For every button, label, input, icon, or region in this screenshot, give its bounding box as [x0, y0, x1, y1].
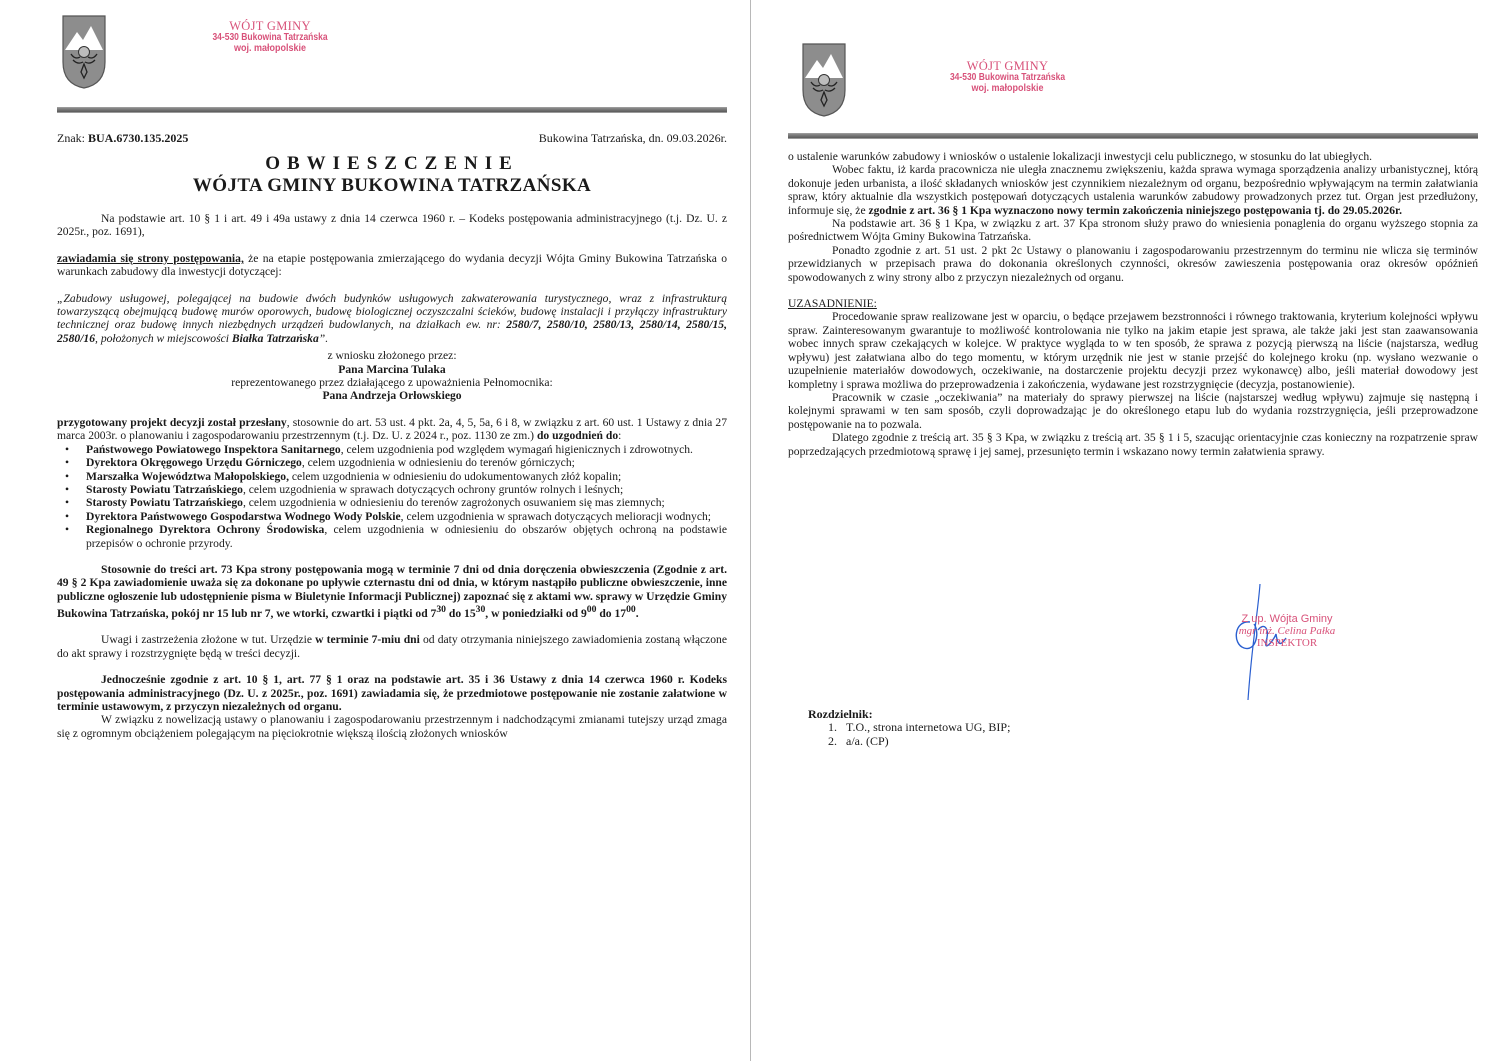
agency-name: Dyrektora Państwowego Gospodarstwa Wodnego Wody Polskie — [86, 509, 401, 523]
investment-end: ”. — [318, 331, 329, 345]
time-text: do 15 — [446, 607, 476, 621]
title-line-2: WÓJTA GMINY BUKOWINA TATRZAŃSKA — [192, 175, 592, 196]
justification-paragraph-2: Pracownik w czasie „oczekiwania” na materiały do sprawy pierwszej na liście (najstarszej według wpływu) zajmuje się następną i kolejnymi sprawami w ten sam sposób, czyli doprowadzając je do określonego etapu lub do wydania rozstrzygnięcia, jeśli przeprowadzone postępowanie na to pozwala. — [788, 390, 1478, 431]
notification-paragraph — [57, 252, 727, 279]
notification-bold: zawiadamia się strony postępowania, — [57, 251, 244, 265]
agency-item — [57, 470, 727, 483]
project-bold-2: do uzgodnień do — [536, 429, 619, 443]
investment-location-text: , położonych w miejscowości — [95, 331, 232, 345]
reference-row — [57, 131, 727, 146]
page-divider — [750, 0, 751, 1061]
municipality-stamp — [195, 20, 345, 54]
delay-notice-paragraph: Jednocześnie zgodnie z art. 10 § 1, art. 77 § 1 oraz na podstawie art. 35 i 36 Ustawy z dnia 14 czerwca 1960 r. Kodeks postępowania administracyjnego (Dz. U. z 2025r., poz. 1691) zawiadamia się, że przedmiotowe postępowanie nie zostanie załatwione w terminie ustawowym, z przyczyn niezależnych od organu. — [57, 673, 727, 714]
reference-number: BUA.6730.135.2025 — [88, 131, 189, 145]
signatory-position: INSPEKTOR — [1256, 637, 1318, 650]
stamp-address: 34-530 Bukowina Tatrzańska — [949, 72, 1066, 84]
stamp-title: WÓJT GMINY — [966, 59, 1049, 73]
reminder-right-paragraph: Na podstawie art. 36 § 1 Kpa, w związku z art. 37 Kpa stronom służy prawo do wniesienia ponaglenia do organu wyższego stopnia za pośrednictwem Wójta Gminy Bukowina Tatrzańska. — [788, 217, 1478, 244]
time-text: do 17 — [596, 607, 627, 621]
item-text: T.O., strona internetowa UG, BIP; — [846, 720, 1011, 735]
signatory-name: mgr inż. Celina Pałka — [1238, 625, 1336, 638]
item-number: 2. — [828, 733, 837, 748]
time-text: , w poniedziałki od 9 — [485, 607, 587, 621]
stamp-title: WÓJT GMINY — [229, 19, 311, 33]
time-superscript: 00 — [586, 604, 597, 616]
art73-paragraph — [57, 563, 727, 620]
deadline-paragraph — [788, 163, 1478, 217]
signature-block — [1222, 613, 1352, 649]
distribution-list — [808, 708, 1208, 748]
art51-paragraph: Ponadto zgodnie z art. 51 ust. 2 pkt 2c Ustawy o planowaniu i zagospodarowaniu przestrzennym do terminu nie wlicza się terminów przewidzianych w przepisach prawa do dokonania określonych czynności, okresów zawieszenia postępowania oraz okresów opóźnień spowodowanych z winy strony albo z przyczyn niezależnych od organu. — [788, 243, 1478, 284]
project-paragraph — [57, 416, 727, 443]
municipality-stamp — [930, 60, 1085, 94]
page-title — [57, 153, 727, 197]
agency-purpose: celem uzgodnienia w odniesieniu do udokumentowanych złóż kopalin; — [289, 469, 622, 483]
project-bold: przygotowany projekt decyzji został przesłany — [57, 415, 287, 429]
agency-purpose: , celem uzgodnienia pod względem wymagań higienicznych i zdrowotnych. — [340, 442, 693, 456]
notification-text: że na etapie postępowania zmierzającego do wydania decyzji Wójta Gminy Bukowina Tatrzańska o warunkach zabudowy dla inwestycji dotyczącej: — [57, 251, 727, 279]
agencies-list — [57, 443, 727, 550]
coat-of-arms-icon — [61, 14, 107, 90]
header-separator — [57, 107, 727, 113]
coat-of-arms-icon — [801, 42, 847, 118]
stamp-region: woj. małopolskie — [971, 82, 1044, 94]
left-page-body — [57, 212, 727, 740]
parcel-numbers: 2580/7, 2580/10, 2580/13, 2580/14, 2580/15, 2580/16 — [57, 318, 727, 345]
investment-place: Białka Tatrzańska — [231, 331, 319, 345]
justification-paragraph-3: Dlatego zgodnie z treścią art. 35 § 3 Kpa, w związku z treścią art. 35 § 1 i 5, szacując orientacyjnie czas konieczny na rozpatrzenie spraw poprzedzających przedmiotową sprawę i jej samej, przesunięto termin i wskazano nowy termin załatwienia sprawy. — [788, 431, 1478, 458]
agency-item — [57, 456, 727, 469]
agency-purpose: , celem uzgodnienia w odniesieniu do terenów górniczych; — [301, 456, 575, 470]
stamp-address: 34-530 Bukowina Tatrzańska — [212, 32, 328, 44]
continuation-paragraph: o ustalenie warunków zabudowy i wniosków o ustalenie lokalizacji inwestycji celu publicznego, w stosunku do lat ubiegłych. — [788, 150, 1373, 163]
agency-item — [57, 443, 727, 456]
deadline-text: Wobec faktu, iż karda pracownicza nie uległa znacznemu zwiększeniu, każda sprawa wymaga sporządzenia analizy urbanistycznej, którą dokonuje jeden urbanista, a ilość składanych wniosków jest czynnikiem niezależnym od organu, bezpośrednio wpływającym na termin załatwiania spraw, który aktualnie dla wszystkich postępowań dotyczących ustalenia warunków zabudowy prowadzonych przez tut. Organ jest przedłużony, informuje się, że — [788, 163, 1478, 217]
time-superscript: 00 — [626, 604, 636, 616]
agency-purpose: , celem uzgodnienia w sprawach dotyczących melioracji wodnych; — [400, 509, 712, 523]
stamp-region: woj. małopolskie — [233, 42, 307, 54]
remarks-text: Uwagi i zastrzeżenia złożone w tut. Urzędzie — [101, 633, 316, 647]
item-text: a/a. (CP) — [846, 733, 889, 748]
agency-name: Starosty Powiatu Tatrzańskiego — [86, 496, 243, 510]
agency-name: Dyrektora Okręgowego Urzędu Górniczego — [86, 456, 302, 470]
time-superscript: 30 — [475, 604, 486, 616]
agency-item — [57, 510, 727, 523]
representative-name: Pana Andrzeja Orłowskiego — [322, 389, 462, 403]
applicant-name: Pana Marcina Tulaka — [338, 362, 446, 376]
amendment-paragraph: W związku z nowelizacją ustawy o planowaniu i zagospodarowaniu przestrzennym i nadchodzącymi zmianami tutejszy urząd zmaga się z ogromnym obciążeniem polegającym na pięciokrotnie większą ilością złożonych wniosków — [57, 713, 727, 740]
item-number: 1. — [828, 720, 837, 735]
document-page-2 — [752, 0, 1500, 1061]
agency-name: Regionalnego Dyrektora Ochrony Środowiska — [86, 523, 325, 537]
signature-authorization: Z up. Wójta Gminy — [1241, 613, 1333, 625]
representative-intro: reprezentowanego przez działającego z upoważnienia Pełnomocnika: — [231, 376, 553, 390]
time-end: . — [635, 607, 639, 621]
legal-basis-paragraph: Na podstawie art. 10 § 1 i art. 49 i 49a ustawy z dnia 14 czerwca 1960 r. – Kodeks postępowania administracyjnego (t.j. Dz. U. z 2025r., poz. 1691), — [57, 212, 727, 239]
agency-name: Marszałka Województwa Małopolskiego, — [86, 469, 289, 483]
justification-paragraph-1: Procedowanie spraw realizowane jest w oparciu, o będące przejawem bezstronności i równego traktowania, kryterium kolejności wpływu spraw. Zainteresowanym gwarantuje to możliwość kontrolowania nie tylko na jakim etapie jest sprawa, ale także jaki jest stan zaawansowania wobec innych spraw czekających w kolejce. W praktyce wygląda to w ten sposób, że sprawa z pozycją pierwszą na liście (najstarsza, według wpływu) jest załatwiana albo do tego momentu, w którym urzędnik nie jest w stanie przejść do kolejnego kroku (np. wysłano wezwanie o uzupełnienie materiałów dowodowych, oczekiwanie, na dostarczenie projektu decyzji przez wykonawcę) albo, jeśli materiał dowodowy jest kompletny i sprawa możliwa do przeprowadzenia i zakończenia, wydawane jest rozstrzygnięcie (decyzja, postanowienie). — [788, 310, 1478, 391]
agency-purpose: , celem uzgodnienia w odniesieniu do terenów zagrożonych osuwaniem się mas ziemnych; — [242, 496, 665, 510]
time-superscript: 30 — [436, 604, 446, 616]
new-deadline: zgodnie z art. 36 § 1 Kpa wyznaczono nowy termin zakończenia niniejszego postępowania tj. do 29.05.2026r. — [868, 203, 1402, 217]
remarks-text-2: od daty otrzymania niniejszego zawiadomienia zostaną włączone do akt sprawy i rozstrzygnięte będą w treści decyzji. — [57, 633, 727, 660]
project-colon: : — [618, 429, 622, 443]
agency-name: Starosty Powiatu Tatrzańskiego — [86, 482, 243, 496]
agency-item — [57, 496, 727, 509]
project-text: , stosownie do art. 53 ust. 4 pkt. 2a, 4, 5, 5a, 6 i 8, w związku z art. 60 ust. 1 Ustawy z dnia 27 marca 2003r. o planowaniu i zagospodarowaniu przestrzennym (t.j. Dz. U. z 2024 r., poz. 1130 ze zm.) — [57, 415, 727, 443]
agency-item — [57, 483, 727, 496]
title-line-1: OBWIESZCZENIE — [265, 153, 519, 174]
distribution-item — [808, 735, 1208, 748]
agency-item — [57, 523, 727, 550]
agency-purpose: , celem uzgodnienia w sprawach dotyczących ochrony gruntów rolnych i leśnych; — [242, 482, 624, 496]
remarks-paragraph — [57, 633, 727, 660]
place-date: Bukowina Tatrzańska, dn. 09.03.2026r. — [538, 131, 727, 145]
investment-description — [57, 292, 727, 346]
agency-name: Państwowego Powiatowego Inspektora Sanitarnego — [86, 442, 341, 456]
reference-label: Znak: — [57, 131, 85, 145]
header-separator — [788, 133, 1478, 139]
investment-text: „Zabudowy usługowej, polegającej na budowie dwóch budynków usługowych zakwaterowania turystycznego, wraz z infrastrukturą towarzyszącą obejmującą budowę murów oporowych, budowę biologicznej oczyszczalni ścieków, budowę instalacji i przyłączy infrastruktury technicznej oraz budowę innych niezbędnych urządzeń budowlanych, na działkach ew. nr: — [57, 291, 727, 332]
art73-text: Stosownie do treści art. 73 Kpa strony postępowania mogą w terminie 7 dni od dnia doręczenia obwieszczenia (Zgodnie z art. 49 § 2 Kpa zawiadomienie uważa się za dokonane po upływie czternastu dni od dnia, w którym nastąpiło publiczne obwieszczenie, inne publiczne ogłoszenie lub udostępnienie pisma w Biuletynie Informacji Publicznej) zapoznać się z aktami ww. sprawy w Urzędzie Gminy Bukowina Tatrzańska, pokój nr 15 lub nr 7, we wtorki, czwartki i piątki od 7 — [57, 562, 727, 621]
distribution-heading: Rozdzielnik: — [808, 707, 873, 721]
agency-purpose: , celem uzgodnienia w odniesieniu do obszarów objętych ochroną na podstawie przepisów o ochronie przyrody. — [86, 523, 727, 550]
justification-heading: UZASADNIENIE: — [788, 297, 877, 311]
right-page-body — [788, 150, 1478, 458]
distribution-item — [808, 721, 1208, 734]
remarks-deadline: w terminie 7-miu dni — [315, 633, 420, 647]
applicant-intro: z wniosku złożonego przez: — [327, 349, 457, 363]
